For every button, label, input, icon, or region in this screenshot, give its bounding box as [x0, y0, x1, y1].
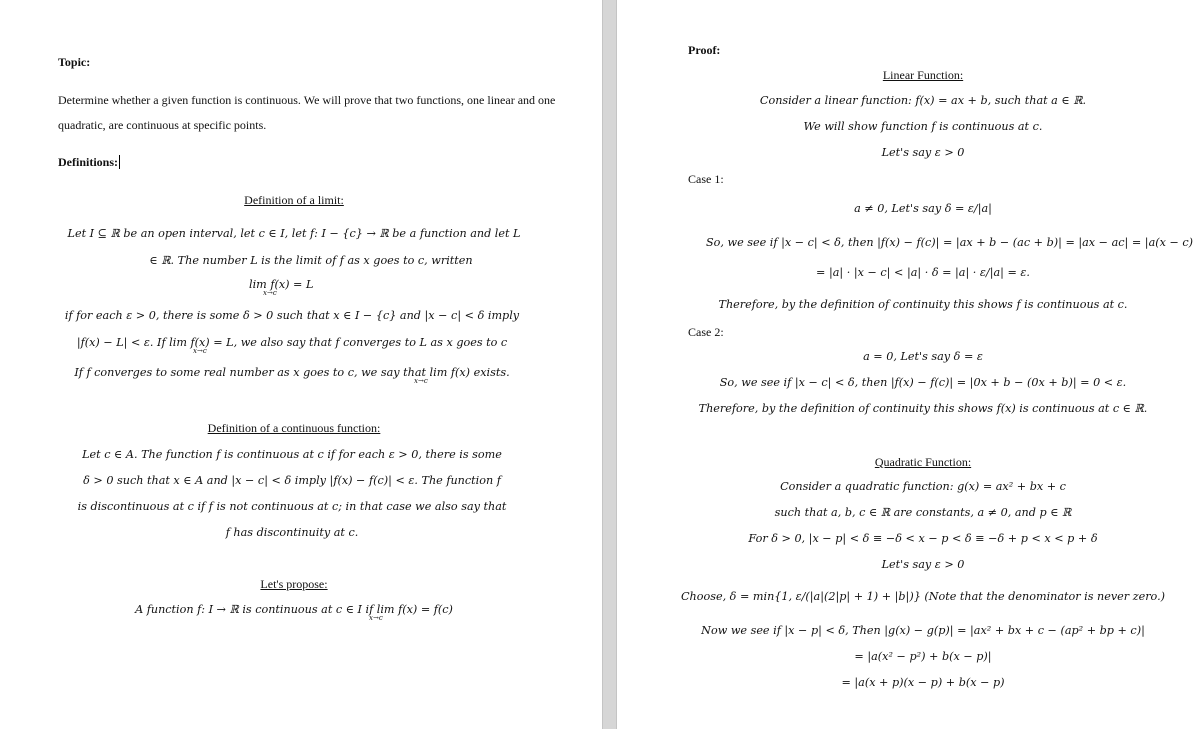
- linear-line-3: Let's say ε > 0: [881, 146, 965, 159]
- case-2-line-3: Therefore, by the definition of continuity this shows f(x) is continuous at c ∈ ℝ.: [698, 402, 1148, 415]
- topic-heading: Topic:: [58, 55, 91, 69]
- limit-definition-title: Definition of a limit:: [244, 193, 344, 207]
- quadratic-line-1: Consider a quadratic function: g(x) = ax² + bx + c: [780, 480, 1066, 493]
- continuous-line-2: δ > 0 such that x ∈ A and |x − c| < δ imply |f(x) − f(c)| < ε. The function f: [83, 474, 501, 487]
- document-page-right[interactable]: [617, 0, 1200, 729]
- quadratic-line-5: Choose, δ = min{1, ε/(|a|(2|p| + 1) + |b|)} (Note that the denominator is never zero.): [680, 590, 1166, 603]
- quadratic-line-8: = |a(x + p)(x − p) + b(x − p): [841, 676, 1005, 689]
- limit-line-5: |f(x) − L| < ε. If lim f(x) = L, we also say that f converges to L as x goes to c: [76, 336, 508, 349]
- propose-subscript: x→c: [369, 614, 383, 622]
- limit-line-4: if for each ε > 0, there is some δ > 0 such that x ∈ I − {c} and |x − c| < δ imply: [64, 309, 520, 322]
- limit-line-3: lim f(x) = L: [249, 278, 314, 291]
- case-2-line-2: So, we see if |x − c| < δ, then |f(x) − f(c)| = |0x + b − (0x + b)| = 0 < ε.: [719, 376, 1127, 389]
- linear-line-1: Consider a linear function: f(x) = ax + b, such that a ∈ ℝ.: [759, 94, 1087, 107]
- quadratic-line-2: such that a, b, c ∈ ℝ are constants, a ≠ 0, and p ∈ ℝ: [774, 506, 1072, 519]
- propose-title: Let's propose:: [260, 577, 328, 591]
- case-1-line-1: a ≠ 0, Let's say δ = ε/|a|: [854, 202, 992, 215]
- intro-line-1: Determine whether a given function is continuous. We will prove that two functions, one linear and one: [58, 93, 556, 107]
- case-2-label: Case 2:: [688, 325, 724, 339]
- case-1-label: Case 1:: [688, 172, 724, 186]
- proof-heading: Proof:: [688, 43, 721, 57]
- definitions-heading: Definitions:: [58, 155, 118, 169]
- limit-line-2: ∈ ℝ. The number L is the limit of f as x goes to c, written: [149, 254, 473, 267]
- quadratic-line-4: Let's say ε > 0: [881, 558, 965, 571]
- continuous-definition-title: Definition of a continuous function:: [207, 421, 381, 435]
- quadratic-line-3: For δ > 0, |x − p| < δ ≡ −δ < x − p < δ ≡ −δ + p < x < p + δ: [748, 532, 1098, 545]
- page-gutter: [602, 0, 617, 729]
- limit-subscript-1: x→c: [263, 289, 277, 297]
- limit-subscript-3: x→c: [414, 377, 428, 385]
- continuous-line-3: is discontinuous at c if f is not continuous at c; in that case we also say that: [77, 500, 507, 513]
- limit-line-6: If f converges to some real number as x goes to c, we say that lim f(x) exists.: [74, 366, 510, 379]
- case-1-line-2: So, we see if |x − c| < δ, then |f(x) − f(c)| = |ax + b − (ac + b)| = |ax − ac| = |a(x − c): [706, 236, 1194, 249]
- propose-line: A function f: I → ℝ is continuous at c ∈ I if lim f(x) = f(c): [135, 603, 453, 616]
- text-cursor: [119, 155, 120, 169]
- quadratic-line-6: Now we see if |x − p| < δ, Then |g(x) − g(p)| = |ax² + bx + c − (ap² + bp + c)|: [701, 624, 1145, 637]
- linear-function-title: Linear Function:: [882, 68, 964, 82]
- limit-line-1: Let I ⊆ ℝ be an open interval, let c ∈ I, let f: I − {c} → ℝ be a function and let L: [67, 227, 521, 240]
- case-1-line-4: Therefore, by the definition of continuity this shows f is continuous at c.: [718, 298, 1128, 311]
- linear-line-2: We will show function f is continuous at c.: [803, 120, 1043, 133]
- continuous-line-4: f has discontinuity at c.: [225, 526, 359, 539]
- intro-line-2: quadratic, are continuous at specific points.: [58, 118, 267, 132]
- continuous-line-1: Let c ∈ A. The function f is continuous at c if for each ε > 0, there is some: [82, 448, 502, 461]
- quadratic-function-title: Quadratic Function:: [874, 455, 972, 469]
- case-2-line-1: a = 0, Let's say δ = ε: [863, 350, 983, 363]
- case-1-line-3: = |a| · |x − c| < |a| · δ = |a| · ε/|a| = ε.: [816, 266, 1030, 279]
- limit-subscript-2: x→c: [193, 347, 207, 355]
- quadratic-line-7: = |a(x² − p²) + b(x − p)|: [854, 650, 992, 663]
